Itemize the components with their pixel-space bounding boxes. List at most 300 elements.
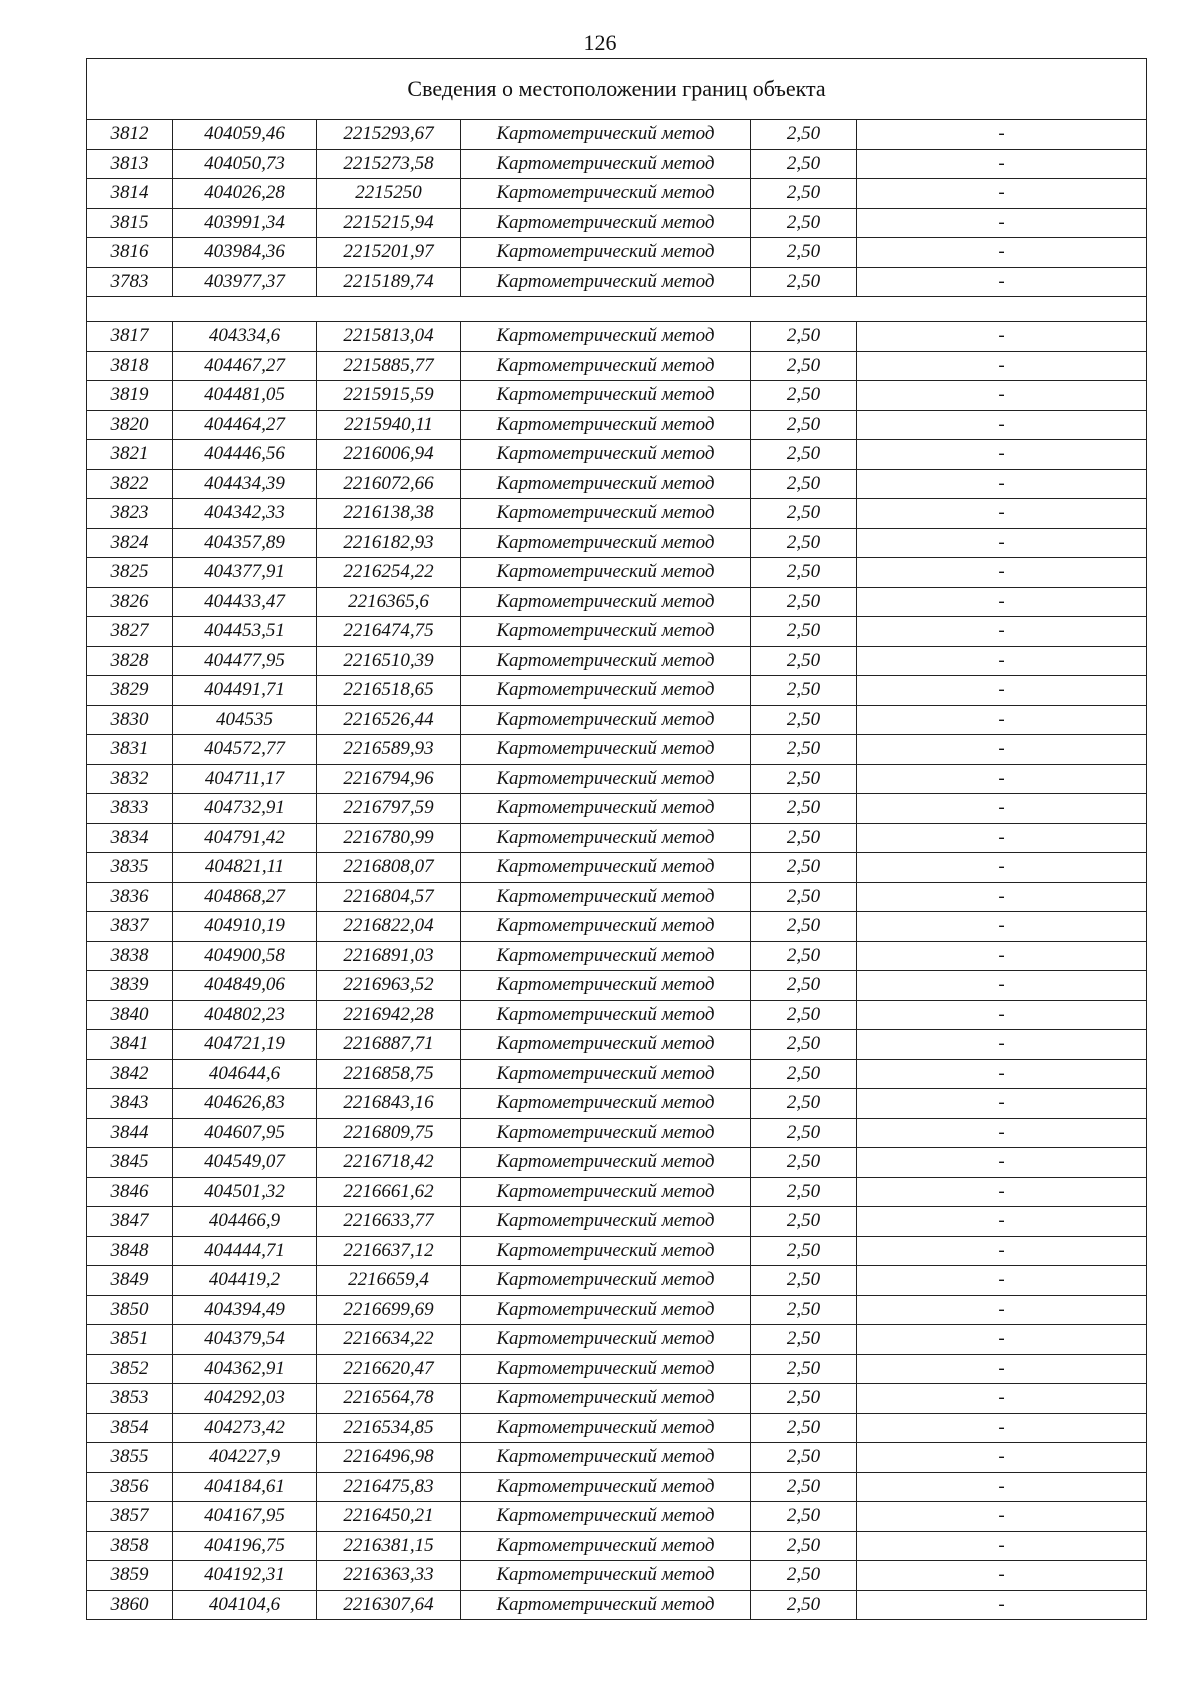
point-number-cell: 3819 xyxy=(87,381,173,411)
method-cell: Картометрический метод xyxy=(461,322,751,352)
y-coordinate-cell: 2216254,22 xyxy=(317,558,461,588)
point-number-cell: 3833 xyxy=(87,794,173,824)
y-coordinate-cell: 2216381,15 xyxy=(317,1531,461,1561)
point-number-cell: 3859 xyxy=(87,1561,173,1591)
description-cell: - xyxy=(857,208,1147,238)
y-coordinate-cell: 2216963,52 xyxy=(317,971,461,1001)
description-cell: - xyxy=(857,120,1147,150)
accuracy-cell: 2,50 xyxy=(751,1384,857,1414)
accuracy-cell: 2,50 xyxy=(751,238,857,268)
accuracy-cell: 2,50 xyxy=(751,1561,857,1591)
x-coordinate-cell: 404453,51 xyxy=(173,617,317,647)
point-number-cell: 3783 xyxy=(87,267,173,297)
method-cell: Картометрический метод xyxy=(461,617,751,647)
table-row xyxy=(87,1472,1147,1502)
x-coordinate-cell: 404477,95 xyxy=(173,646,317,676)
description-cell: - xyxy=(857,1295,1147,1325)
description-cell: - xyxy=(857,823,1147,853)
accuracy-cell: 2,50 xyxy=(751,149,857,179)
accuracy-cell: 2,50 xyxy=(751,1207,857,1237)
method-cell: Картометрический метод xyxy=(461,179,751,209)
description-cell: - xyxy=(857,1384,1147,1414)
x-coordinate-cell: 404379,54 xyxy=(173,1325,317,1355)
description-cell: - xyxy=(857,1089,1147,1119)
accuracy-cell: 2,50 xyxy=(751,1266,857,1296)
method-cell: Картометрический метод xyxy=(461,1443,751,1473)
table-row xyxy=(87,1000,1147,1030)
accuracy-cell: 2,50 xyxy=(751,208,857,238)
accuracy-cell: 2,50 xyxy=(751,941,857,971)
accuracy-cell: 2,50 xyxy=(751,322,857,352)
method-cell: Картометрический метод xyxy=(461,440,751,470)
method-cell: Картометрический метод xyxy=(461,120,751,150)
table-row xyxy=(87,1089,1147,1119)
method-cell: Картометрический метод xyxy=(461,1000,751,1030)
accuracy-cell: 2,50 xyxy=(751,440,857,470)
description-cell: - xyxy=(857,528,1147,558)
table-row xyxy=(87,1236,1147,1266)
table-row xyxy=(87,558,1147,588)
table-row xyxy=(87,1177,1147,1207)
y-coordinate-cell: 2216496,98 xyxy=(317,1443,461,1473)
method-cell: Картометрический метод xyxy=(461,1030,751,1060)
point-number-cell: 3843 xyxy=(87,1089,173,1119)
x-coordinate-cell: 404607,95 xyxy=(173,1118,317,1148)
point-number-cell: 3839 xyxy=(87,971,173,1001)
group-separator-row xyxy=(87,297,1147,322)
method-cell: Картометрический метод xyxy=(461,1266,751,1296)
point-number-cell: 3826 xyxy=(87,587,173,617)
point-number-cell: 3830 xyxy=(87,705,173,735)
x-coordinate-cell: 404868,27 xyxy=(173,882,317,912)
description-cell: - xyxy=(857,1177,1147,1207)
x-coordinate-cell: 404572,77 xyxy=(173,735,317,765)
y-coordinate-cell: 2215215,94 xyxy=(317,208,461,238)
table-row xyxy=(87,1502,1147,1532)
y-coordinate-cell: 2215813,04 xyxy=(317,322,461,352)
table-row xyxy=(87,1561,1147,1591)
table-row xyxy=(87,440,1147,470)
accuracy-cell: 2,50 xyxy=(751,764,857,794)
method-cell: Картометрический метод xyxy=(461,351,751,381)
method-cell: Картометрический метод xyxy=(461,853,751,883)
description-cell: - xyxy=(857,764,1147,794)
table-row xyxy=(87,381,1147,411)
accuracy-cell: 2,50 xyxy=(751,735,857,765)
method-cell: Картометрический метод xyxy=(461,1207,751,1237)
point-number-cell: 3824 xyxy=(87,528,173,558)
point-number-cell: 3855 xyxy=(87,1443,173,1473)
x-coordinate-cell: 404491,71 xyxy=(173,676,317,706)
y-coordinate-cell: 2215201,97 xyxy=(317,238,461,268)
point-number-cell: 3817 xyxy=(87,322,173,352)
y-coordinate-cell: 2216307,64 xyxy=(317,1590,461,1620)
method-cell: Картометрический метод xyxy=(461,528,751,558)
method-cell: Картометрический метод xyxy=(461,558,751,588)
point-number-cell: 3845 xyxy=(87,1148,173,1178)
point-number-cell: 3841 xyxy=(87,1030,173,1060)
y-coordinate-cell: 2216808,07 xyxy=(317,853,461,883)
point-number-cell: 3828 xyxy=(87,646,173,676)
description-cell: - xyxy=(857,1531,1147,1561)
description-cell: - xyxy=(857,676,1147,706)
x-coordinate-cell: 404167,95 xyxy=(173,1502,317,1532)
y-coordinate-cell: 2216822,04 xyxy=(317,912,461,942)
y-coordinate-cell: 2216450,21 xyxy=(317,1502,461,1532)
point-number-cell: 3829 xyxy=(87,676,173,706)
description-cell: - xyxy=(857,1266,1147,1296)
point-number-cell: 3827 xyxy=(87,617,173,647)
y-coordinate-cell: 2216474,75 xyxy=(317,617,461,647)
description-cell: - xyxy=(857,587,1147,617)
y-coordinate-cell: 2216794,96 xyxy=(317,764,461,794)
y-coordinate-cell: 2216138,38 xyxy=(317,499,461,529)
description-cell: - xyxy=(857,267,1147,297)
table-row xyxy=(87,410,1147,440)
accuracy-cell: 2,50 xyxy=(751,617,857,647)
description-cell: - xyxy=(857,499,1147,529)
method-cell: Картометрический метод xyxy=(461,267,751,297)
table-row xyxy=(87,1325,1147,1355)
accuracy-cell: 2,50 xyxy=(751,587,857,617)
point-number-cell: 3857 xyxy=(87,1502,173,1532)
method-cell: Картометрический метод xyxy=(461,587,751,617)
x-coordinate-cell: 404434,39 xyxy=(173,469,317,499)
point-number-cell: 3838 xyxy=(87,941,173,971)
description-cell: - xyxy=(857,1030,1147,1060)
x-coordinate-cell: 404292,03 xyxy=(173,1384,317,1414)
accuracy-cell: 2,50 xyxy=(751,794,857,824)
x-coordinate-cell: 403991,34 xyxy=(173,208,317,238)
y-coordinate-cell: 2216718,42 xyxy=(317,1148,461,1178)
accuracy-cell: 2,50 xyxy=(751,499,857,529)
table-row xyxy=(87,764,1147,794)
accuracy-cell: 2,50 xyxy=(751,971,857,1001)
description-cell: - xyxy=(857,941,1147,971)
method-cell: Картометрический метод xyxy=(461,1148,751,1178)
table-row xyxy=(87,1059,1147,1089)
table-row xyxy=(87,735,1147,765)
point-number-cell: 3821 xyxy=(87,440,173,470)
description-cell: - xyxy=(857,1590,1147,1620)
table-row xyxy=(87,469,1147,499)
table-row xyxy=(87,676,1147,706)
accuracy-cell: 2,50 xyxy=(751,646,857,676)
y-coordinate-cell: 2216887,71 xyxy=(317,1030,461,1060)
x-coordinate-cell: 404227,9 xyxy=(173,1443,317,1473)
table-row xyxy=(87,646,1147,676)
x-coordinate-cell: 404535 xyxy=(173,705,317,735)
table-row xyxy=(87,912,1147,942)
table-row xyxy=(87,322,1147,352)
accuracy-cell: 2,50 xyxy=(751,1443,857,1473)
point-number-cell: 3851 xyxy=(87,1325,173,1355)
method-cell: Картометрический метод xyxy=(461,410,751,440)
accuracy-cell: 2,50 xyxy=(751,882,857,912)
y-coordinate-cell: 2216182,93 xyxy=(317,528,461,558)
description-cell: - xyxy=(857,440,1147,470)
y-coordinate-cell: 2216518,65 xyxy=(317,676,461,706)
x-coordinate-cell: 404791,42 xyxy=(173,823,317,853)
method-cell: Картометрический метод xyxy=(461,823,751,853)
accuracy-cell: 2,50 xyxy=(751,1472,857,1502)
y-coordinate-cell: 2216858,75 xyxy=(317,1059,461,1089)
point-number-cell: 3813 xyxy=(87,149,173,179)
table-row xyxy=(87,823,1147,853)
y-coordinate-cell: 2216006,94 xyxy=(317,440,461,470)
point-number-cell: 3848 xyxy=(87,1236,173,1266)
x-coordinate-cell: 404419,2 xyxy=(173,1266,317,1296)
accuracy-cell: 2,50 xyxy=(751,267,857,297)
table-row xyxy=(87,617,1147,647)
accuracy-cell: 2,50 xyxy=(751,676,857,706)
y-coordinate-cell: 2216891,03 xyxy=(317,941,461,971)
method-cell: Картометрический метод xyxy=(461,912,751,942)
description-cell: - xyxy=(857,646,1147,676)
point-number-cell: 3823 xyxy=(87,499,173,529)
description-cell: - xyxy=(857,617,1147,647)
x-coordinate-cell: 404334,6 xyxy=(173,322,317,352)
method-cell: Картометрический метод xyxy=(461,469,751,499)
table-row xyxy=(87,499,1147,529)
method-cell: Картометрический метод xyxy=(461,646,751,676)
x-coordinate-cell: 404711,17 xyxy=(173,764,317,794)
method-cell: Картометрический метод xyxy=(461,1295,751,1325)
table-row xyxy=(87,120,1147,150)
boundary-coordinates-table xyxy=(86,58,1147,1620)
accuracy-cell: 2,50 xyxy=(751,1059,857,1089)
accuracy-cell: 2,50 xyxy=(751,1236,857,1266)
y-coordinate-cell: 2216475,83 xyxy=(317,1472,461,1502)
accuracy-cell: 2,50 xyxy=(751,1177,857,1207)
x-coordinate-cell: 404444,71 xyxy=(173,1236,317,1266)
x-coordinate-cell: 404026,28 xyxy=(173,179,317,209)
y-coordinate-cell: 2216510,39 xyxy=(317,646,461,676)
x-coordinate-cell: 403977,37 xyxy=(173,267,317,297)
y-coordinate-cell: 2216797,59 xyxy=(317,794,461,824)
method-cell: Картометрический метод xyxy=(461,705,751,735)
accuracy-cell: 2,50 xyxy=(751,528,857,558)
point-number-cell: 3834 xyxy=(87,823,173,853)
accuracy-cell: 2,50 xyxy=(751,1590,857,1620)
accuracy-cell: 2,50 xyxy=(751,410,857,440)
description-cell: - xyxy=(857,238,1147,268)
point-number-cell: 3852 xyxy=(87,1354,173,1384)
description-cell: - xyxy=(857,351,1147,381)
accuracy-cell: 2,50 xyxy=(751,1502,857,1532)
x-coordinate-cell: 404184,61 xyxy=(173,1472,317,1502)
accuracy-cell: 2,50 xyxy=(751,1030,857,1060)
accuracy-cell: 2,50 xyxy=(751,120,857,150)
y-coordinate-cell: 2216780,99 xyxy=(317,823,461,853)
description-cell: - xyxy=(857,912,1147,942)
method-cell: Картометрический метод xyxy=(461,149,751,179)
point-number-cell: 3820 xyxy=(87,410,173,440)
method-cell: Картометрический метод xyxy=(461,882,751,912)
accuracy-cell: 2,50 xyxy=(751,1531,857,1561)
accuracy-cell: 2,50 xyxy=(751,1089,857,1119)
method-cell: Картометрический метод xyxy=(461,1413,751,1443)
table-row xyxy=(87,794,1147,824)
y-coordinate-cell: 2215189,74 xyxy=(317,267,461,297)
x-coordinate-cell: 404732,91 xyxy=(173,794,317,824)
point-number-cell: 3844 xyxy=(87,1118,173,1148)
y-coordinate-cell: 2216363,33 xyxy=(317,1561,461,1591)
y-coordinate-cell: 2216564,78 xyxy=(317,1384,461,1414)
description-cell: - xyxy=(857,1354,1147,1384)
point-number-cell: 3814 xyxy=(87,179,173,209)
x-coordinate-cell: 404644,6 xyxy=(173,1059,317,1089)
point-number-cell: 3854 xyxy=(87,1413,173,1443)
method-cell: Картометрический метод xyxy=(461,1089,751,1119)
accuracy-cell: 2,50 xyxy=(751,1295,857,1325)
x-coordinate-cell: 404900,58 xyxy=(173,941,317,971)
method-cell: Картометрический метод xyxy=(461,1472,751,1502)
table-row xyxy=(87,853,1147,883)
accuracy-cell: 2,50 xyxy=(751,1148,857,1178)
x-coordinate-cell: 404467,27 xyxy=(173,351,317,381)
method-cell: Картометрический метод xyxy=(461,1590,751,1620)
table-row xyxy=(87,1118,1147,1148)
description-cell: - xyxy=(857,149,1147,179)
description-cell: - xyxy=(857,1000,1147,1030)
accuracy-cell: 2,50 xyxy=(751,1325,857,1355)
method-cell: Картометрический метод xyxy=(461,764,751,794)
point-number-cell: 3849 xyxy=(87,1266,173,1296)
x-coordinate-cell: 404721,19 xyxy=(173,1030,317,1060)
y-coordinate-cell: 2216633,77 xyxy=(317,1207,461,1237)
y-coordinate-cell: 2216620,47 xyxy=(317,1354,461,1384)
description-cell: - xyxy=(857,853,1147,883)
method-cell: Картометрический метод xyxy=(461,1325,751,1355)
x-coordinate-cell: 403984,36 xyxy=(173,238,317,268)
description-cell: - xyxy=(857,1502,1147,1532)
x-coordinate-cell: 404501,32 xyxy=(173,1177,317,1207)
y-coordinate-cell: 2216526,44 xyxy=(317,705,461,735)
y-coordinate-cell: 2216804,57 xyxy=(317,882,461,912)
accuracy-cell: 2,50 xyxy=(751,1413,857,1443)
y-coordinate-cell: 2215885,77 xyxy=(317,351,461,381)
y-coordinate-cell: 2216659,4 xyxy=(317,1266,461,1296)
table-row xyxy=(87,1384,1147,1414)
y-coordinate-cell: 2215940,11 xyxy=(317,410,461,440)
table-row xyxy=(87,1030,1147,1060)
table-row xyxy=(87,267,1147,297)
description-cell: - xyxy=(857,971,1147,1001)
description-cell: - xyxy=(857,1059,1147,1089)
point-number-cell: 3818 xyxy=(87,351,173,381)
description-cell: - xyxy=(857,1561,1147,1591)
table-row xyxy=(87,1443,1147,1473)
method-cell: Картометрический метод xyxy=(461,1059,751,1089)
accuracy-cell: 2,50 xyxy=(751,853,857,883)
table-row xyxy=(87,941,1147,971)
description-cell: - xyxy=(857,558,1147,588)
description-cell: - xyxy=(857,1325,1147,1355)
x-coordinate-cell: 404466,9 xyxy=(173,1207,317,1237)
table-row xyxy=(87,1295,1147,1325)
method-cell: Картометрический метод xyxy=(461,208,751,238)
table-row xyxy=(87,238,1147,268)
page-number: 126 xyxy=(583,30,617,55)
method-cell: Картометрический метод xyxy=(461,794,751,824)
point-number-cell: 3840 xyxy=(87,1000,173,1030)
table-title: Сведения о местоположении границ объекта xyxy=(87,59,1147,120)
accuracy-cell: 2,50 xyxy=(751,558,857,588)
method-cell: Картометрический метод xyxy=(461,1561,751,1591)
x-coordinate-cell: 404910,19 xyxy=(173,912,317,942)
table-row xyxy=(87,1354,1147,1384)
x-coordinate-cell: 404433,47 xyxy=(173,587,317,617)
description-cell: - xyxy=(857,735,1147,765)
y-coordinate-cell: 2215250 xyxy=(317,179,461,209)
point-number-cell: 3812 xyxy=(87,120,173,150)
table-row xyxy=(87,1266,1147,1296)
description-cell: - xyxy=(857,1443,1147,1473)
method-cell: Картометрический метод xyxy=(461,735,751,765)
accuracy-cell: 2,50 xyxy=(751,823,857,853)
description-cell: - xyxy=(857,794,1147,824)
description-cell: - xyxy=(857,322,1147,352)
accuracy-cell: 2,50 xyxy=(751,1000,857,1030)
x-coordinate-cell: 404050,73 xyxy=(173,149,317,179)
point-number-cell: 3832 xyxy=(87,764,173,794)
method-cell: Картометрический метод xyxy=(461,1177,751,1207)
y-coordinate-cell: 2215915,59 xyxy=(317,381,461,411)
point-number-cell: 3860 xyxy=(87,1590,173,1620)
method-cell: Картометрический метод xyxy=(461,1354,751,1384)
x-coordinate-cell: 404377,91 xyxy=(173,558,317,588)
y-coordinate-cell: 2216661,62 xyxy=(317,1177,461,1207)
y-coordinate-cell: 2216637,12 xyxy=(317,1236,461,1266)
x-coordinate-cell: 404104,6 xyxy=(173,1590,317,1620)
x-coordinate-cell: 404626,83 xyxy=(173,1089,317,1119)
method-cell: Картометрический метод xyxy=(461,1502,751,1532)
description-cell: - xyxy=(857,705,1147,735)
y-coordinate-cell: 2216365,6 xyxy=(317,587,461,617)
description-cell: - xyxy=(857,179,1147,209)
point-number-cell: 3822 xyxy=(87,469,173,499)
x-coordinate-cell: 404821,11 xyxy=(173,853,317,883)
x-coordinate-cell: 404802,23 xyxy=(173,1000,317,1030)
accuracy-cell: 2,50 xyxy=(751,1354,857,1384)
description-cell: - xyxy=(857,381,1147,411)
table-row xyxy=(87,1590,1147,1620)
accuracy-cell: 2,50 xyxy=(751,1118,857,1148)
accuracy-cell: 2,50 xyxy=(751,179,857,209)
y-coordinate-cell: 2216809,75 xyxy=(317,1118,461,1148)
y-coordinate-cell: 2216589,93 xyxy=(317,735,461,765)
point-number-cell: 3836 xyxy=(87,882,173,912)
method-cell: Картометрический метод xyxy=(461,1118,751,1148)
table-row xyxy=(87,149,1147,179)
point-number-cell: 3858 xyxy=(87,1531,173,1561)
accuracy-cell: 2,50 xyxy=(751,381,857,411)
table-row xyxy=(87,179,1147,209)
group-separator-cell xyxy=(87,297,1147,322)
method-cell: Картометрический метод xyxy=(461,1384,751,1414)
accuracy-cell: 2,50 xyxy=(751,469,857,499)
accuracy-cell: 2,50 xyxy=(751,705,857,735)
point-number-cell: 3850 xyxy=(87,1295,173,1325)
table-row xyxy=(87,705,1147,735)
method-cell: Картометрический метод xyxy=(461,941,751,971)
table-row xyxy=(87,587,1147,617)
x-coordinate-cell: 404394,49 xyxy=(173,1295,317,1325)
x-coordinate-cell: 404464,27 xyxy=(173,410,317,440)
description-cell: - xyxy=(857,469,1147,499)
table-row xyxy=(87,1531,1147,1561)
